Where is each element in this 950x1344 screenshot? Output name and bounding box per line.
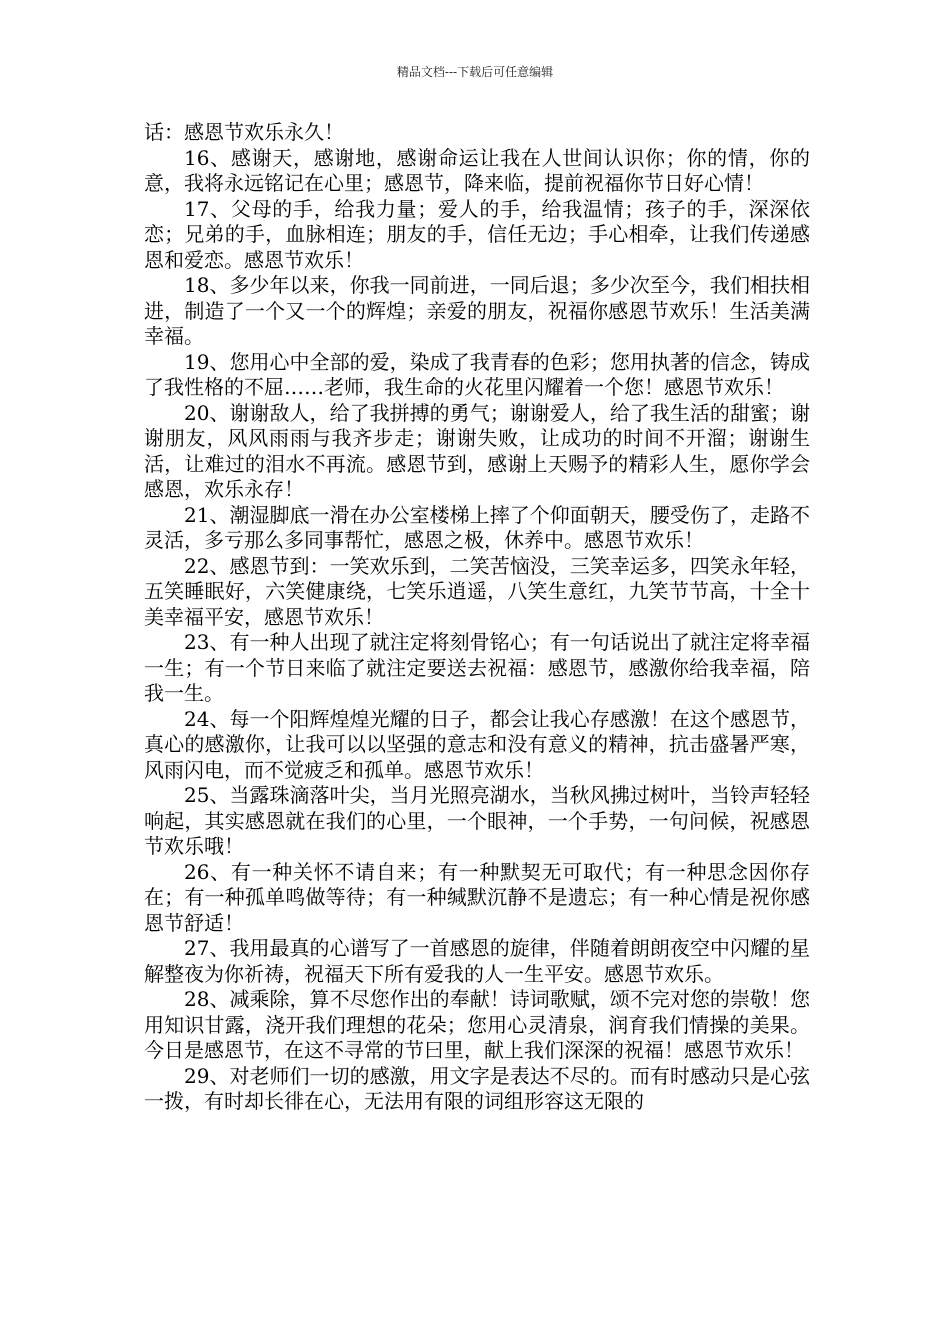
paragraph-29: 29、对老师们一切的感激，用文字是表达不尽的。而有时感动只是心弦一拨，有时却长徘在心，无法用有限的词组形容这无限的 — [144, 1063, 810, 1113]
paragraph-25: 25、当露珠滴落叶尖，当月光照亮湖水，当秋风拂过树叶，当铃声轻轻响起，其实感恩就在我们的心里，一个眼神，一个手势，一句问候，祝感恩节欢乐哦！ — [144, 783, 810, 858]
paragraph-21: 21、潮湿脚底一滑在办公室楼梯上摔了个仰面朝天，腰受伤了，走路不灵活，多亏那么多同事帮忙，感恩之极，休养中。感恩节欢乐！ — [144, 502, 810, 552]
paragraph-27: 27、我用最真的心谱写了一首感恩的旋律，伴随着朗朗夜空中闪耀的星解整夜为你祈祷，祝福天下所有爱我的人一生平安。感恩节欢乐。 — [144, 936, 810, 986]
page-header: 精品文档---下载后可任意编辑 — [396, 65, 554, 79]
paragraph-20: 20、谢谢敌人，给了我拼搏的勇气；谢谢爱人，给了我生活的甜蜜；谢谢朋友，风风雨雨与我齐步走；谢谢失败，让成功的时间不开溜；谢谢生活，让难过的泪水不再流。感恩节到，感谢上天赐予的精彩人生，愿你学会感恩，欢乐永存！ — [144, 400, 810, 501]
paragraph-continuation: 话：感恩节欢乐永久！ — [144, 120, 344, 144]
paragraph-22: 22、感恩节到：一笑欢乐到，二笑苦恼没，三笑幸运多，四笑永年轻，五笑睡眠好，六笑健康绕，七笑乐逍遥，八笑生意红，九笑节节高，十全十美幸福平安，感恩节欢乐！ — [144, 553, 810, 629]
paragraph-18: 18、多少年以来，你我一同前进，一同后退；多少次至今，我们相扶相进，制造了一个又一个的辉煌；亲爱的朋友，祝福你感恩节欢乐！生活美满幸福。 — [144, 273, 810, 348]
paragraph-23: 23、有一种人出现了就注定将刻骨铭心；有一句话说出了就注定将幸福一生；有一个节日来临了就注定要送去祝福：感恩节，感激你给我幸福，陪我一生。 — [144, 630, 810, 705]
paragraph-24: 24、每一个阳辉煌煌光耀的日子，都会让我心存感激！在这个感恩节，真心的感激你，让我可以以坚强的意志和没有意义的精神，抗击盛暑严寒，风雨闪电，而不觉疲乏和孤单。感恩节欢乐！ — [144, 706, 810, 782]
paragraph-19: 19、您用心中全部的爱，染成了我青春的色彩；您用执著的信念，铸成了我性格的不屈……老师，我生命的火花里闪耀着一个您！感恩节欢乐！ — [144, 349, 810, 399]
paragraph-16: 16、感谢天，感谢地，感谢命运让我在人世间认识你；你的情，你的意，我将永远铭记在心里；感恩节，降来临，提前祝福你节日好心情！ — [144, 145, 810, 195]
paragraph-17: 17、父母的手，给我力量；爱人的手，给我温情；孩子的手，深深依恋；兄弟的手，血脉相连；朋友的手，信任无边；手心相牵，让我们传递感恩和爱恋。感恩节欢乐！ — [144, 196, 810, 272]
paragraph-26: 26、有一种关怀不请自来；有一种默契无可取代；有一种思念因你存在；有一种孤单鸣做等待；有一种缄默沉静不是遗忘；有一种心情是祝你感恩节舒适！ — [144, 859, 810, 935]
document-body — [144, 120, 810, 1115]
paragraph-28: 28、减乘除，算不尽您作出的奉献！诗词歌赋，颂不完对您的崇敬！您用知识甘露，浇开我们理想的花朵；您用心灵清泉，润育我们情操的美果。今日是感恩节，在这不寻常的节曰里，献上我们深深的祝福！感恩节欢乐！ — [144, 987, 810, 1062]
